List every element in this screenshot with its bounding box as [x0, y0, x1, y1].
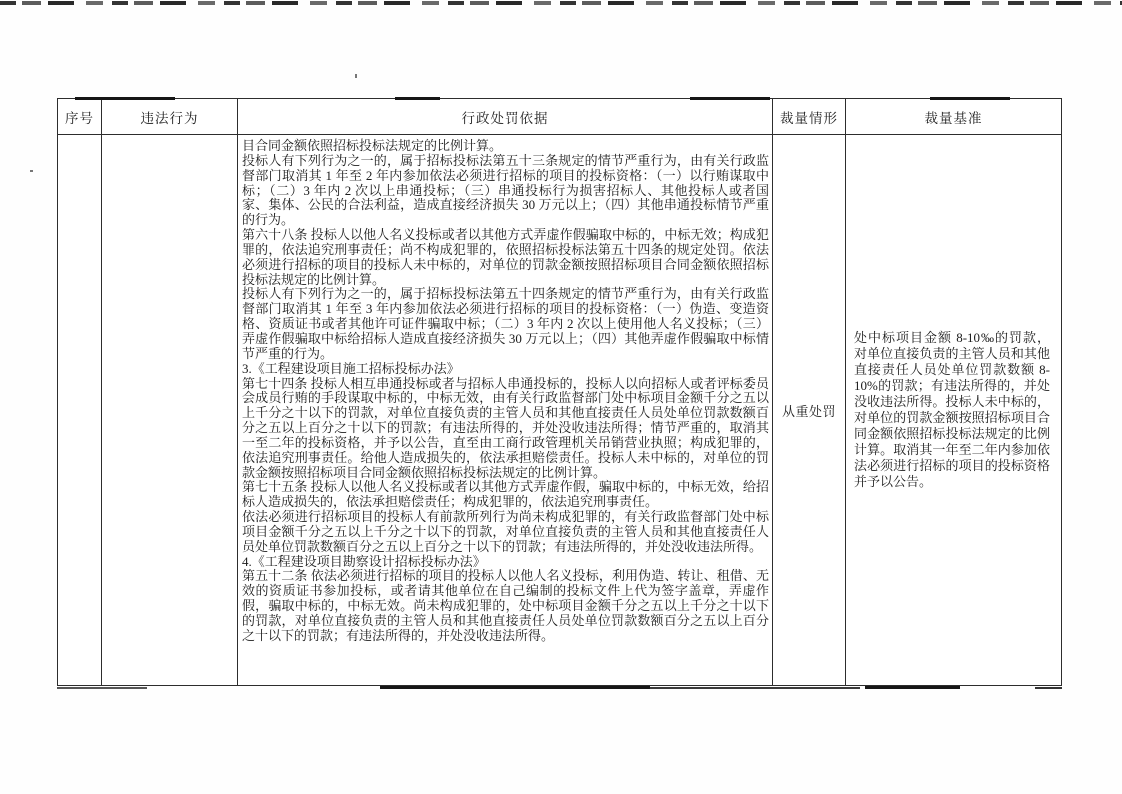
- header-penalty-basis: 行政处罚依据: [238, 99, 773, 134]
- paragraph: 目合同金额依照招标投标法规定的比例计算。: [242, 138, 503, 153]
- paragraph: 依法必须进行招标项目的投标人有前款所列行为尚未构成犯罪的，有关行政监督部门处中标项目金额千分之五以上千分之十以下的罚款，对单位直接负责的主管人员和其他直接责任人员处单位罚款数额百分之五以上百分之十以下的罚款；有违法所得的，并处没收违法所得。: [242, 509, 769, 554]
- scan-smudge-bottom-border: [57, 687, 147, 689]
- penalty-discretion-table: [57, 98, 1062, 686]
- cell-serial-number: [58, 135, 102, 685]
- paragraph: 第五十二条 依法必须进行招标的项目的投标人以他人名义投标，利用伪造、转让、租借、无效的资质证书参加投标，或者请其他单位在自己编制的投标文件上代为签字盖章，弄虚作假，骗取中标的，中标无效。尚未构成犯罪的，处中标项目金额千分之五以上千分之十以下的罚款，对单位直接负责的主管人员和其他直接责任人员处单位罚款数额百分之五以上百分之十以下的罚款；有违法所得的，并处没收违法所得。: [242, 568, 769, 643]
- paragraph: 第六十八条 投标人以他人名义投标或者以其他方式弄虚作假骗取中标的，中标无效；构成犯罪的，依法追究刑事责任；尚不构成犯罪的，依照招标投标法第五十四条的规定处罚。依法必须进行招标的项目的投标人未中标的，对单位的罚款金额按照招标项目合同金额依照招标投标法规定的比例计算。: [242, 227, 769, 287]
- paragraph: 投标人有下列行为之一的，属于招标投标法第五十四条规定的情节严重行为，由有关行政监督部门取消其 1 年至 3 年内参加依法必须进行招标的项目的投标资格：（一）伪造、变造资格、资质证书或者其他许可证件骗取中标；（二）3 年内 2 次以上使用他人名义投标；（三）弄虚作假骗取中标给招标人造成直接经济损失 30 万元以上；（四）其他弄虚作假骗取中标情节严重的行为。: [242, 286, 769, 361]
- header-discretion-benchmark: 裁量基准: [924, 110, 983, 126]
- cell-discretion-circumstance: 从重处罚: [773, 135, 846, 685]
- paragraph: 3.《工程建设项目施工招标投标办法》: [242, 360, 460, 376]
- table-body-row: [58, 135, 1061, 685]
- header-illegal-conduct: 违法行为: [102, 99, 238, 134]
- paragraph: 投标人有下列行为之一的，属于招标投标法第五十三条规定的情节严重行为，由有关行政监督部门取消其 1 年至 2 年内参加依法必须进行招标的项目的投标资格：（一）以行贿谋取中标；（二）3 年内 2 次以上串通投标；（三）串通投标行为损害招标人、其他投标人或者国家、集体、公民的合法利益，造成直接经济损失 30 万元以上；（四）其他串通投标情节严重的行为。: [242, 152, 769, 228]
- scan-smudge-bottom-border: [1035, 687, 1062, 689]
- discretion-benchmark-text: 处中标项目金额 8-10‰的罚款，对单位直接负责的主管人员和其他直接责任人员处单位罚款数额 8-10%的罚款；有违法所得的，并处没收违法所得。投标人未中标的，对单位的罚款金额按照招标项目合同金额依照招标投标法规定的比例计算。取消其一年至二年内参加依法必须进行招标的项目的投标资格并予以公告。: [854, 330, 1050, 489]
- scan-smudge-bottom-border: [650, 687, 860, 689]
- cell-penalty-basis: [238, 135, 773, 685]
- scan-speck: [355, 74, 357, 78]
- scan-smudge-top-border: [395, 97, 440, 100]
- cell-illegal-conduct: [102, 135, 238, 685]
- cell-discretion-benchmark: [846, 135, 1061, 685]
- paragraph: 第七十四条 投标人相互串通投标或者与招标人串通投标的，投标人以向招标人或者评标委员会成员行贿的手段谋取中标的，中标无效，由有关行政监督部门处中标项目金额千分之五以上千分之十以下的罚款，对单位直接负责的主管人员和其他直接责任人员处单位罚款数额百分之五以上百分之十以下的罚款；有违法所得的，并处没收违法所得；情节严重的，取消其一至二年的投标资格，并予以公告，直至由工商行政管理机关吊销营业执照；构成犯罪的，依法追究刑事责任。给他人造成损失的，依法承担赔偿责任。投标人未中标的，对单位的罚款金额按照招标项目合同金额依照招标投标法规定的比例计算。: [242, 375, 769, 480]
- scan-smudge-top-border: [930, 97, 1010, 100]
- table-header-row: [58, 99, 1061, 135]
- scan-smudge-top-border: [690, 97, 770, 100]
- scan-smudge-top-border: [75, 97, 175, 100]
- penalty-basis-text: [238, 135, 772, 644]
- scan-artifact-top-line: [0, 1, 1122, 5]
- paragraph: 第七十五条 投标人以他人名义投标或者以其他方式弄虚作假，骗取中标的，中标无效，给招标人造成损失的，依法承担赔偿责任；构成犯罪的，依法追究刑事责任。: [242, 479, 769, 510]
- header-discretion-circumstance: 裁量情形: [773, 99, 846, 134]
- scan-smudge-bottom-border: [865, 686, 960, 689]
- header-serial-number: 序号: [58, 99, 102, 134]
- paragraph: 4.《工程建设项目勘察设计招标投标办法》: [242, 553, 486, 569]
- scan-speck: [30, 170, 33, 172]
- scan-smudge-bottom-border: [380, 686, 650, 689]
